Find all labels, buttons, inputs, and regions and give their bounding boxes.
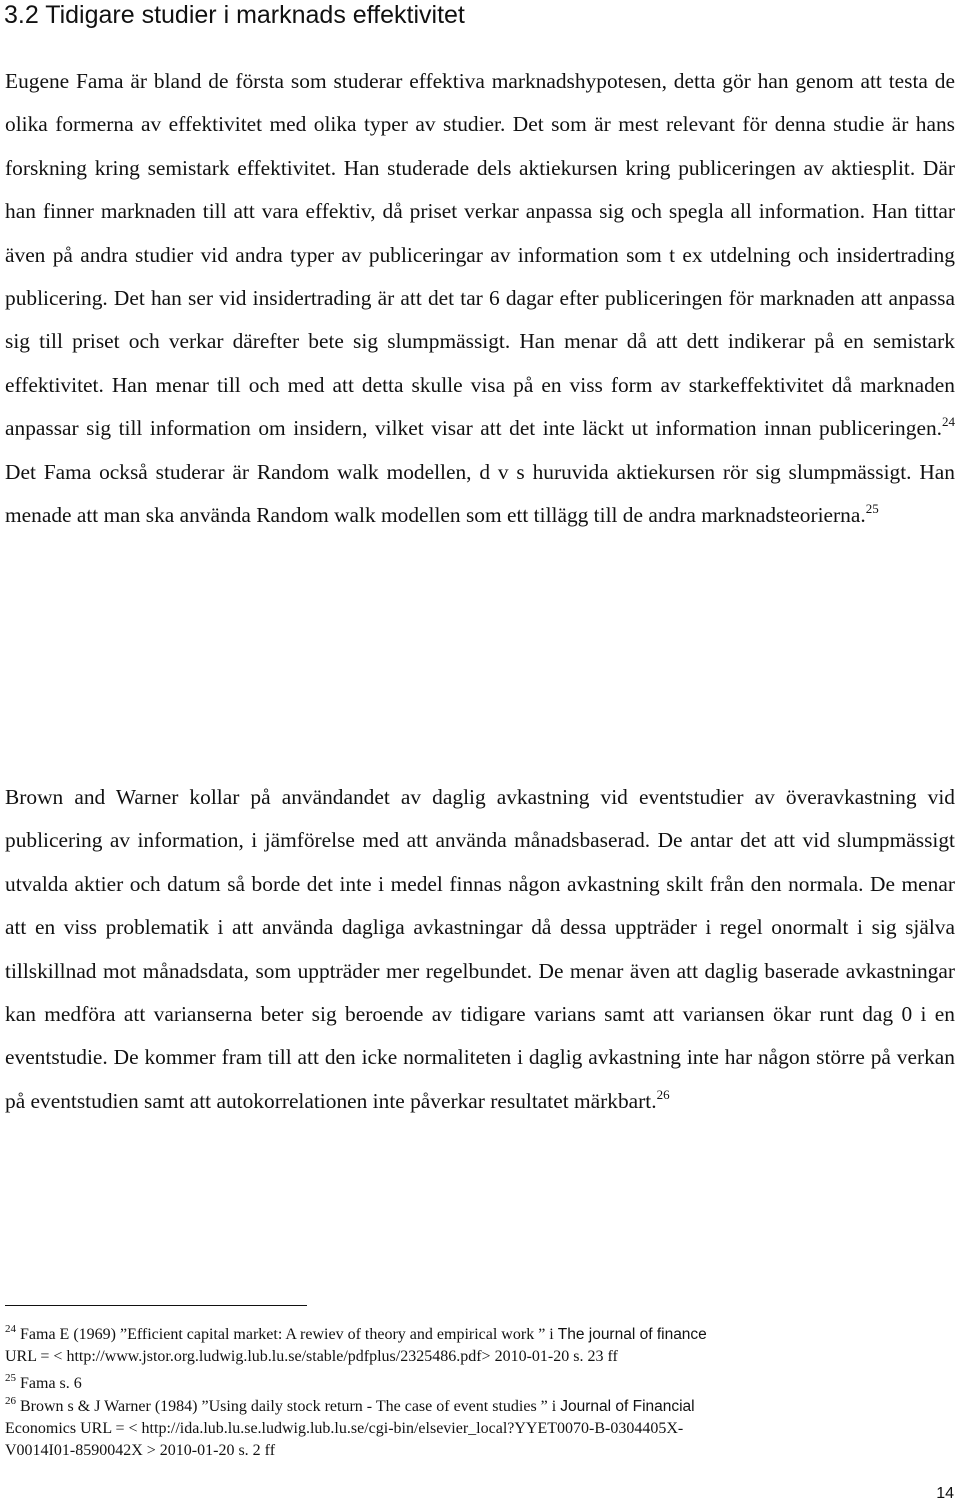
footnote-24-number: 24 xyxy=(5,1323,16,1335)
footnote-ref-26[interactable]: 26 xyxy=(656,1086,670,1102)
footnote-24-line1 xyxy=(5,1324,955,1346)
paragraph-fama xyxy=(5,60,955,537)
footnote-26-line1 xyxy=(5,1396,955,1418)
footnote-26-citation: Brown s & J Warner (1984) ”Using daily stock return - The case of event studies ” i xyxy=(16,1398,561,1415)
footnote-26-journal: Journal of Financial xyxy=(560,1398,695,1415)
page-number: 14 xyxy=(936,1485,954,1502)
paragraph-fama-part1: Eugene Fama är bland de första som studerar effektiva marknadshypotesen, detta gör han genom att testa de olika formerna av effektivitet med olika typer av studier. Det som är mest relevant för denna studie är hans forskning kring semistark effektivitet. Han studerade dels aktiekursen kring publiceringen av aktiesplit. xyxy=(5,69,955,180)
footnote-25 xyxy=(5,1373,955,1395)
footnote-ref-25[interactable]: 25 xyxy=(865,501,879,517)
footnote-26 xyxy=(5,1396,955,1462)
paragraph-brown-warner-text: Brown and Warner kollar på användandet av daglig avkastning vid eventstudier av överavkastning vid publicering av information, i jämförelse med att använda månadsbaserad. De antar det att vid slumpmässigt utvalda aktier och datum så borde det inte i medel finnas någon avkastning skilt från den normala. De menar att en viss problematik i att använda dagliga avkastningar då dessa uppträder i regel onormalt i sig själva tillskillnad mot månadsdata, som uppträder mer regelbundet. De menar även att daglig baserade avkastningar kan medföra att varianserna beter sig beroende av tidigare varians samt att variansen ökar runt dag 0 i en eventstudie. De kommer fram till att den icke normaliteten i daglig avkastning inte har någon större på verkan på eventstudien samt att autokorrelationen inte påverkar resultatet märkbart. xyxy=(5,785,955,1113)
footnote-25-text: Fama s. 6 xyxy=(16,1375,82,1392)
footnote-24-citation: Fama E (1969) ”Efficient capital market: A rewiev of theory and empirical work ” i xyxy=(16,1326,558,1343)
footnote-separator xyxy=(5,1305,307,1306)
footnote-24-url[interactable]: URL = < http://www.jstor.org.ludwig.lub.lu.se/stable/pdfplus/2325486.pdf> 2010-01-20 s. 23 ff xyxy=(5,1348,618,1365)
section-heading: 3.2 Tidigare studier i marknads effektivitet xyxy=(4,1,465,29)
paragraph-fama-part2: Där han finner marknaden till att vara effektiv, då priset verkar anpassa sig och spegla all information. xyxy=(5,155,955,224)
footnote-26-url-line3[interactable]: V0014I01-8590042X > 2010-01-20 s. 2 ff xyxy=(5,1442,276,1459)
footnote-ref-24[interactable]: 24 xyxy=(942,414,955,430)
footnote-24 xyxy=(5,1324,955,1368)
footnote-25-number: 25 xyxy=(5,1372,16,1384)
paragraph-fama-part3: Han tittar även på andra studier vid andra typer av publiceringar av information som t ex utdelning och insidertrading publicering. Det han ser vid insidertrading är att det tar 6 dagar efter publiceringen för marknaden att anpassa sig till priset och verkar därefter bete sig slumpmässigt. Han menar då att dett indikerar på en semistark effektivitet. Han menar till och med att detta skulle visa på en viss form av starkeffektivitet då marknaden anpassar sig till information om insidern, vilket visar att det inte läckt ut information innan publiceringen. xyxy=(5,199,955,441)
paragraph-fama-part4: Det Fama också studerar är Random walk modellen, d v s huruvida aktiekursen rör sig slumpmässigt. Han menade att man ska använda Random walk modellen som ett tillägg till de andra marknadsteorierna. xyxy=(5,459,955,528)
paragraph-brown-warner xyxy=(5,776,955,1123)
footnote-24-journal: The journal of finance xyxy=(557,1326,707,1343)
footnote-26-number: 26 xyxy=(5,1395,16,1407)
footnote-26-url-line2[interactable]: Economics URL = < http://ida.lub.lu.se.ludwig.lub.lu.se/cgi-bin/elsevier_local?YYET0070-B-0304405X- xyxy=(5,1420,684,1437)
